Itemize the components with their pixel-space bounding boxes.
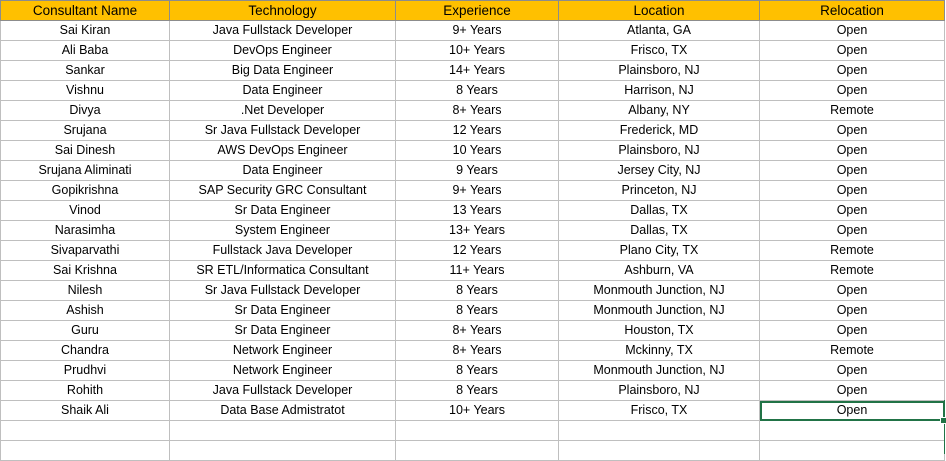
cell-technology[interactable]: Java Fullstack Developer <box>170 21 396 41</box>
cell-experience[interactable]: 10 Years <box>396 141 559 161</box>
cell-experience[interactable]: 8 Years <box>396 381 559 401</box>
cell-location[interactable]: Dallas, TX <box>559 221 760 241</box>
cell-technology[interactable]: Java Fullstack Developer <box>170 381 396 401</box>
cell-technology[interactable]: Sr Data Engineer <box>170 321 396 341</box>
cell-location[interactable]: Monmouth Junction, NJ <box>559 361 760 381</box>
cell-relocation[interactable]: Open <box>760 161 945 181</box>
table-row <box>1 21 945 41</box>
cell-relocation[interactable]: Remote <box>760 261 945 281</box>
cell-consultant-name[interactable]: Shaik Ali <box>1 401 170 421</box>
cell-location[interactable]: Plainsboro, NJ <box>559 61 760 81</box>
table-row <box>1 341 945 361</box>
cell-technology[interactable]: System Engineer <box>170 221 396 241</box>
cell-consultant-name[interactable]: Vishnu <box>1 81 170 101</box>
header-consultant-name[interactable]: Consultant Name <box>1 1 170 21</box>
cell-relocation[interactable]: Remote <box>760 241 945 261</box>
empty-cell[interactable] <box>170 421 396 441</box>
cell-location[interactable]: Atlanta, GA <box>559 21 760 41</box>
cell-location[interactable]: Ashburn, VA <box>559 261 760 281</box>
cell-consultant-name[interactable]: Vinod <box>1 201 170 221</box>
cell-experience[interactable]: 11+ Years <box>396 261 559 281</box>
cell-consultant-name[interactable]: Chandra <box>1 341 170 361</box>
cell-relocation[interactable]: Open <box>760 181 945 201</box>
cell-relocation[interactable]: Open <box>760 281 945 301</box>
table-row <box>1 401 945 421</box>
cell-location[interactable]: Frederick, MD <box>559 121 760 141</box>
table-row <box>1 161 945 181</box>
cell-consultant-name[interactable]: Srujana Aliminati <box>1 161 170 181</box>
cell-consultant-name[interactable]: Guru <box>1 321 170 341</box>
cell-location[interactable]: Plainsboro, NJ <box>559 141 760 161</box>
cell-technology[interactable]: Network Engineer <box>170 361 396 381</box>
cell-location[interactable]: Frisco, TX <box>559 41 760 61</box>
cell-experience[interactable]: 12 Years <box>396 121 559 141</box>
cell-location[interactable]: Dallas, TX <box>559 201 760 221</box>
cell-relocation[interactable]: Open <box>760 61 945 81</box>
cell-consultant-name[interactable]: Sankar <box>1 61 170 81</box>
cell-relocation[interactable]: Open <box>760 381 945 401</box>
table-row <box>1 101 945 121</box>
cell-technology[interactable]: Data Engineer <box>170 81 396 101</box>
cell-location[interactable]: Plainsboro, NJ <box>559 381 760 401</box>
cell-experience[interactable]: 8 Years <box>396 81 559 101</box>
selection-edge <box>944 400 945 454</box>
cell-technology[interactable]: Sr Data Engineer <box>170 201 396 221</box>
cell-experience[interactable]: 10+ Years <box>396 401 559 421</box>
fill-handle[interactable] <box>940 417 946 424</box>
cell-technology[interactable]: Data Engineer <box>170 161 396 181</box>
table-row <box>1 81 945 101</box>
cell-location[interactable]: Albany, NY <box>559 101 760 121</box>
cell-relocation[interactable]: Remote <box>760 341 945 361</box>
table-row <box>1 61 945 81</box>
empty-row <box>1 441 945 461</box>
cell-consultant-name[interactable]: Sai Krishna <box>1 261 170 281</box>
cell-experience[interactable]: 8 Years <box>396 301 559 321</box>
table-row <box>1 281 945 301</box>
table-row <box>1 261 945 281</box>
cell-consultant-name[interactable]: Ali Baba <box>1 41 170 61</box>
cell-relocation[interactable]: Open <box>760 301 945 321</box>
cell-experience[interactable]: 9+ Years <box>396 181 559 201</box>
cell-experience[interactable]: 8 Years <box>396 281 559 301</box>
cell-relocation[interactable]: Open <box>760 21 945 41</box>
cell-relocation[interactable]: Open <box>760 121 945 141</box>
cell-consultant-name[interactable]: Ashish <box>1 301 170 321</box>
cell-technology[interactable]: .Net Developer <box>170 101 396 121</box>
table-row <box>1 41 945 61</box>
table-row <box>1 201 945 221</box>
empty-cell[interactable] <box>559 421 760 441</box>
selected-cell[interactable]: Open <box>760 401 945 421</box>
table-row <box>1 141 945 161</box>
empty-row <box>1 421 945 441</box>
cell-experience[interactable]: 8 Years <box>396 361 559 381</box>
empty-cell[interactable] <box>760 421 945 441</box>
cell-experience[interactable]: 8+ Years <box>396 321 559 341</box>
grid-body <box>1 21 945 461</box>
cell-relocation[interactable]: Open <box>760 201 945 221</box>
header-location[interactable]: Location <box>559 1 760 21</box>
cell-consultant-name[interactable]: Sivaparvathi <box>1 241 170 261</box>
cell-technology[interactable]: Sr Java Fullstack Developer <box>170 121 396 141</box>
empty-cell[interactable] <box>170 441 396 461</box>
cell-experience[interactable]: 9 Years <box>396 161 559 181</box>
cell-consultant-name[interactable]: Narasimha <box>1 221 170 241</box>
cell-experience[interactable]: 9+ Years <box>396 21 559 41</box>
table-row <box>1 301 945 321</box>
cell-consultant-name[interactable]: Divya <box>1 101 170 121</box>
cell-experience[interactable]: 8+ Years <box>396 101 559 121</box>
cell-location[interactable]: Monmouth Junction, NJ <box>559 281 760 301</box>
table-row <box>1 321 945 341</box>
cell-technology[interactable]: DevOps Engineer <box>170 41 396 61</box>
cell-consultant-name[interactable]: Sai Kiran <box>1 21 170 41</box>
table-row <box>1 221 945 241</box>
cell-relocation[interactable]: Open <box>760 41 945 61</box>
table-row <box>1 121 945 141</box>
cell-consultant-name[interactable]: Srujana <box>1 121 170 141</box>
empty-cell[interactable] <box>1 441 170 461</box>
cell-experience[interactable]: 10+ Years <box>396 41 559 61</box>
table-row <box>1 381 945 401</box>
empty-cell[interactable] <box>396 441 559 461</box>
cell-technology[interactable]: SR ETL/Informatica Consultant <box>170 261 396 281</box>
empty-cell[interactable] <box>1 421 170 441</box>
cell-relocation[interactable]: Open <box>760 321 945 341</box>
header-row <box>1 1 945 21</box>
cell-technology[interactable]: Fullstack Java Developer <box>170 241 396 261</box>
cell-experience[interactable]: 13+ Years <box>396 221 559 241</box>
empty-cell[interactable] <box>760 441 945 461</box>
cell-location[interactable]: Jersey City, NJ <box>559 161 760 181</box>
cell-experience[interactable]: 13 Years <box>396 201 559 221</box>
cell-technology[interactable]: Network Engineer <box>170 341 396 361</box>
cell-relocation[interactable]: Open <box>760 141 945 161</box>
cell-technology[interactable]: Big Data Engineer <box>170 61 396 81</box>
cell-experience[interactable]: 14+ Years <box>396 61 559 81</box>
cell-experience[interactable]: 8+ Years <box>396 341 559 361</box>
header-experience[interactable]: Experience <box>396 1 559 21</box>
cell-consultant-name[interactable]: Sai Dinesh <box>1 141 170 161</box>
cell-consultant-name[interactable]: Nilesh <box>1 281 170 301</box>
cell-location[interactable]: Plano City, TX <box>559 241 760 261</box>
cell-location[interactable]: Harrison, NJ <box>559 81 760 101</box>
cell-relocation[interactable]: Open <box>760 361 945 381</box>
cell-technology[interactable]: Sr Java Fullstack Developer <box>170 281 396 301</box>
table-row <box>1 181 945 201</box>
table-row <box>1 361 945 381</box>
cell-consultant-name[interactable]: Rohith <box>1 381 170 401</box>
header-technology[interactable]: Technology <box>170 1 396 21</box>
cell-location[interactable]: Monmouth Junction, NJ <box>559 301 760 321</box>
cell-location[interactable]: Princeton, NJ <box>559 181 760 201</box>
cell-relocation[interactable]: Open <box>760 81 945 101</box>
cell-relocation[interactable]: Open <box>760 221 945 241</box>
cell-technology[interactable]: AWS DevOps Engineer <box>170 141 396 161</box>
cell-location[interactable]: Frisco, TX <box>559 401 760 421</box>
cell-consultant-name[interactable]: Prudhvi <box>1 361 170 381</box>
cell-location[interactable]: Mckinny, TX <box>559 341 760 361</box>
header-relocation[interactable]: Relocation <box>760 1 945 21</box>
empty-cell[interactable] <box>396 421 559 441</box>
empty-cell[interactable] <box>559 441 760 461</box>
cell-technology[interactable]: Sr Data Engineer <box>170 301 396 321</box>
cell-consultant-name[interactable]: Gopikrishna <box>1 181 170 201</box>
table-row <box>1 241 945 261</box>
cell-technology[interactable]: SAP Security GRC Consultant <box>170 181 396 201</box>
cell-experience[interactable]: 12 Years <box>396 241 559 261</box>
cell-technology[interactable]: Data Base Admistratot <box>170 401 396 421</box>
cell-location[interactable]: Houston, TX <box>559 321 760 341</box>
cell-relocation[interactable]: Remote <box>760 101 945 121</box>
